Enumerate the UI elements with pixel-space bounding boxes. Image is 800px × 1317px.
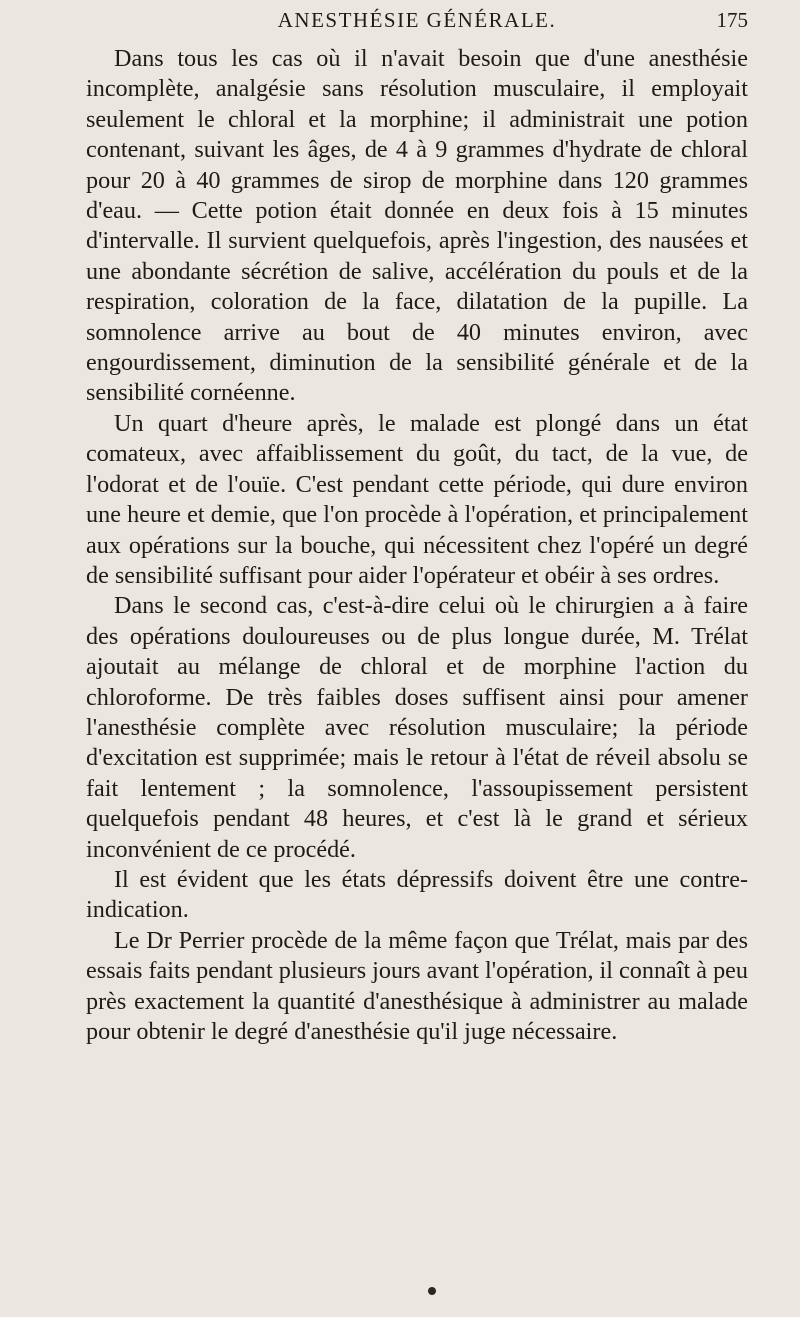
ink-speck — [428, 1287, 436, 1295]
paragraph: Il est évident que les états dépressifs doivent être une contre-indication. — [86, 865, 748, 924]
paragraph: Dans le second cas, c'est-à-dire celui où le chirurgien a à faire des opérations douloureuses ou de plus longue durée, M. Trélat ajoutait au mélange de chloral et de morphine l'action du chloroforme. De très faibles doses suffisent ainsi pour amener l'anesthésie complète avec résolution musculaire; la période d'excitation est supprimée; mais le retour à l'état de réveil absolu se fait lentement ; la somnolence, l'assoupissement persistent quelquefois pendant 48 heures, et c'est là le grand et sérieux inconvénient de ce procédé. — [86, 592, 748, 863]
paragraph: Le Dr Perrier procède de la même façon que Trélat, mais par des essais faits pendant plusieurs jours avant l'opération, il connaît à peu près exactement la quantité d'anesthésique à administrer au malade pour obtenir le degré d'anesthésie qu'il juge nécessaire. — [86, 926, 748, 1045]
page-number: 175 — [716, 8, 748, 32]
running-head — [86, 4, 748, 38]
paragraph: Un quart d'heure après, le malade est plongé dans un état comateux, avec affaiblissement du goût, du tact, de la vue, de l'odorat et de l'ouïe. C'est pendant cette période, qui dure environ une heure et demie, que l'on procède à l'opération, et principalement aux opérations sur la bouche, qui nécessitent chez l'opéré un degré de sensibilité suffisant pour aider l'opérateur et obéir à ses ordres. — [86, 409, 748, 589]
body-text — [86, 44, 748, 1047]
running-title: ANESTHÉSIE GÉNÉRALE. — [277, 8, 557, 32]
paragraph: Dans tous les cas où il n'avait besoin que d'une anesthésie incomplète, analgésie sans résolution musculaire, il employait seulement le chloral et la morphine; il administrait une potion contenant, suivant les âges, de 4 à 9 grammes d'hydrate de chloral pour 20 à 40 grammes de sirop de morphine dans 120 grammes d'eau. — Cette potion était donnée en deux fois à 15 minutes d'intervalle. Il survient quelquefois, après l'ingestion, des nausées et une abondante sécrétion de salive, accélération du pouls et de la respiration, coloration de la face, dilatation de la pupille. La somnolence arrive au bout de 40 minutes environ, avec engourdissement, diminution de la sensibilité générale et de la sensibilité cornéenne. — [86, 45, 748, 407]
